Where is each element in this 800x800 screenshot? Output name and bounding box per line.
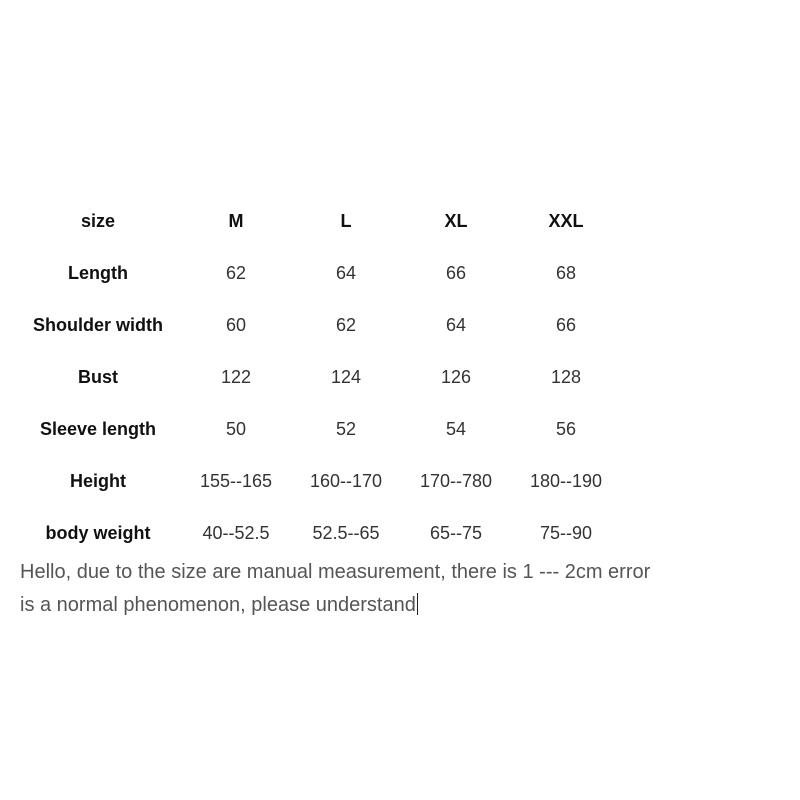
row-label: Shoulder width <box>33 315 163 335</box>
text-cursor <box>417 593 418 615</box>
sleeve-length-m-value: 50 <box>225 419 247 439</box>
size-chart-table <box>0 195 800 559</box>
row-label: Length <box>68 263 128 283</box>
row-label: Sleeve length <box>39 419 157 439</box>
note-line-2-wrapper <box>20 589 760 622</box>
height-row <box>0 455 800 507</box>
length-row <box>0 247 800 299</box>
row-label: Bust <box>78 367 118 387</box>
sleeve-length-l-value: 52 <box>335 419 357 439</box>
size-xl-header: XL <box>444 211 468 231</box>
size-xxl-header: XXL <box>548 211 584 231</box>
sleeve-length-xxl-value: 56 <box>555 419 577 439</box>
shoulder-width-xl-value: 64 <box>445 315 467 335</box>
body-weight-xxl-value: 75--90 <box>539 523 593 543</box>
row-label: body weight <box>45 523 151 543</box>
length-m-value: 62 <box>225 263 247 283</box>
height-xl-value: 170--780 <box>419 471 493 491</box>
body-weight-xl-value: 65--75 <box>429 523 483 543</box>
shoulder-width-xxl-value: 66 <box>555 315 577 335</box>
measurement-note <box>20 556 760 622</box>
height-m-value: 155--165 <box>199 471 273 491</box>
length-l-value: 64 <box>335 263 357 283</box>
bust-xl-value: 126 <box>440 367 472 387</box>
bust-m-value: 122 <box>220 367 252 387</box>
height-l-value: 160--170 <box>309 471 383 491</box>
bust-l-value: 124 <box>330 367 362 387</box>
shoulder-width-row <box>0 299 800 351</box>
size-header-label: size <box>80 211 116 231</box>
sleeve-length-row <box>0 403 800 455</box>
body-weight-m-value: 40--52.5 <box>202 523 270 543</box>
body-weight-l-value: 52.5--65 <box>312 523 380 543</box>
bust-xxl-value: 128 <box>550 367 582 387</box>
sleeve-length-xl-value: 54 <box>445 419 467 439</box>
height-xxl-value: 180--190 <box>529 471 603 491</box>
size-m-header: M <box>228 211 244 231</box>
row-label: Height <box>70 471 126 491</box>
shoulder-width-l-value: 62 <box>335 315 357 335</box>
note-line-1: Hello, due to the size are manual measurement, there is 1 --- 2cm error <box>20 561 651 583</box>
bust-row <box>0 351 800 403</box>
length-xxl-value: 68 <box>555 263 577 283</box>
body-weight-row <box>0 507 800 559</box>
size-header-row <box>0 195 800 247</box>
length-xl-value: 66 <box>445 263 467 283</box>
note-line-2: is a normal phenomenon, please understand <box>20 594 416 616</box>
shoulder-width-m-value: 60 <box>225 315 247 335</box>
size-l-header: L <box>340 211 352 231</box>
